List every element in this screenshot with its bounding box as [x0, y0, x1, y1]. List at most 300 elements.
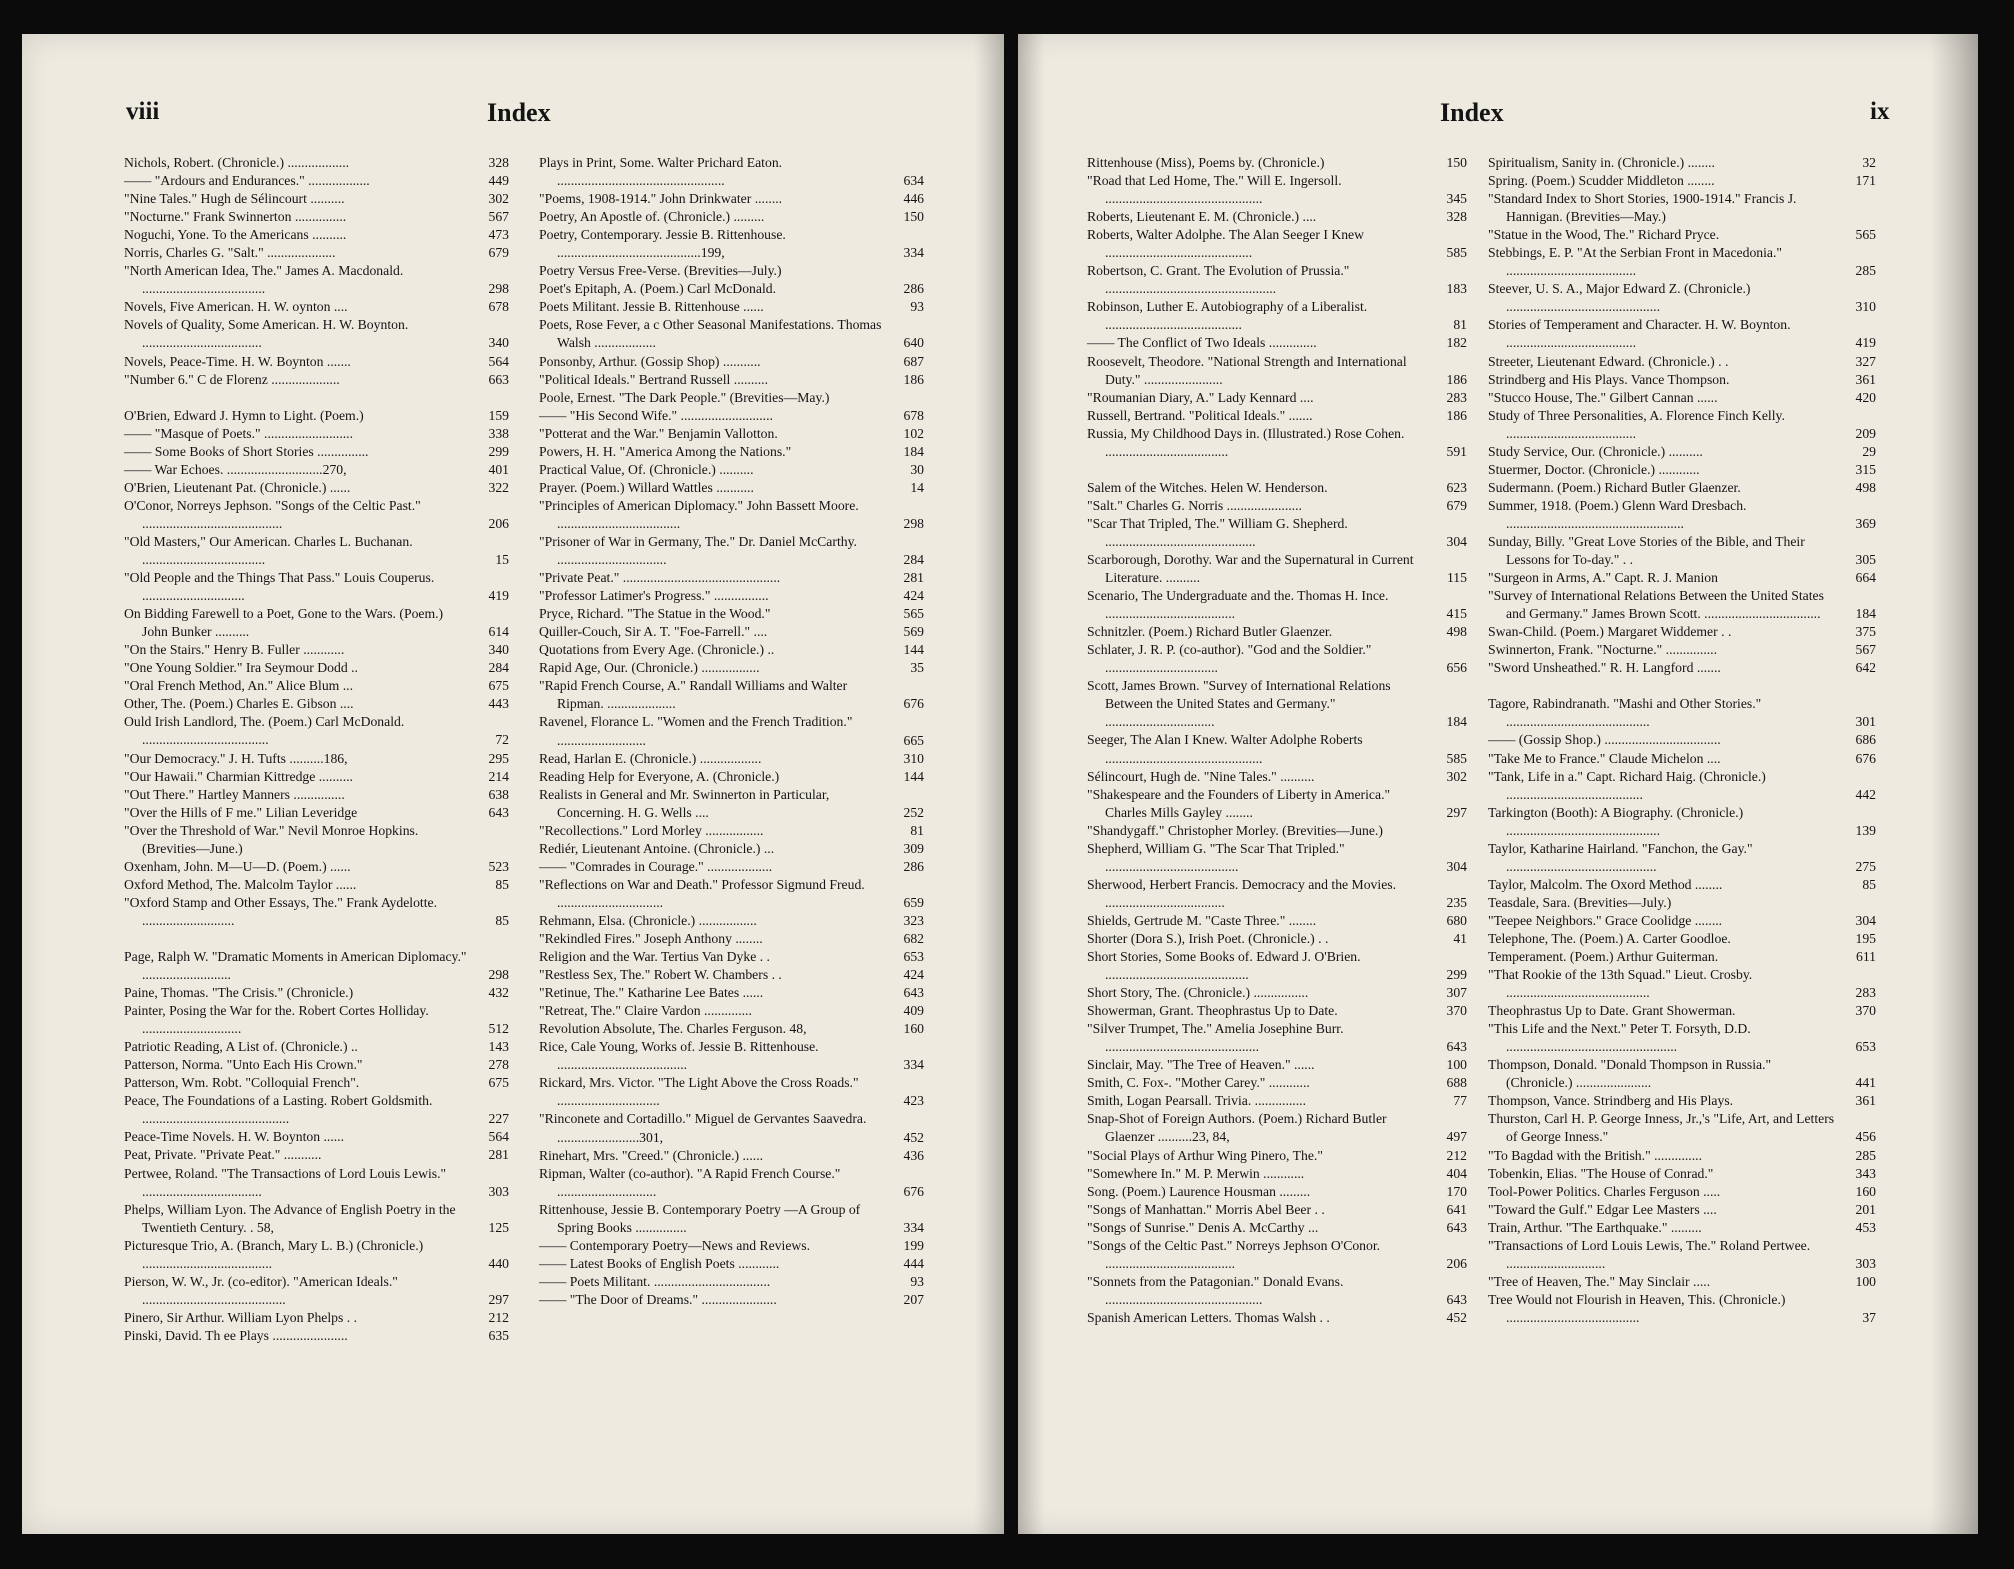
index-entry — [1087, 334, 1467, 352]
entry-text: Scenario, The Undergraduate and the. Thomas H. Ince. ...................................... — [1087, 588, 1389, 622]
index-entry — [539, 280, 924, 298]
index-entry — [124, 407, 509, 425]
entry-text: Ponsonby, Arthur. (Gossip Shop) ........... — [539, 353, 761, 369]
entry-text: "Salt." Charles G. Norris ...................... — [1087, 497, 1302, 513]
entry-text: Tree Would not Flourish in Heaven, This. (Chronicle.) ....................................... — [1488, 1291, 1786, 1325]
index-entry — [539, 479, 924, 497]
entry-page-ref: 369 — [1855, 515, 1876, 531]
index-entry — [539, 984, 924, 1002]
entry-text: "Our Democracy." J. H. Tufts ..........186, — [124, 750, 348, 766]
entry-page-ref: 184 — [1855, 606, 1876, 622]
index-entry — [1087, 298, 1467, 334]
entry-text: Peace, The Foundations of a Lasting. Robert Goldsmith. ........................................... — [124, 1093, 433, 1127]
index-entry — [124, 1056, 509, 1074]
left-page-number: viii — [126, 98, 160, 125]
index-entry — [124, 948, 509, 984]
entry-page-ref: 611 — [1855, 949, 1876, 965]
entry-text: Tool-Power Politics. Charles Ferguson ..... — [1488, 1183, 1721, 1199]
entry-text: "Potterat and the War." Benjamin Vallotton. — [539, 425, 778, 441]
index-entry — [539, 1110, 924, 1146]
gutter-shadow — [1018, 34, 1044, 1534]
index-entry — [539, 822, 924, 840]
entry-text: Novels, Five American. H. W. oynton .... — [124, 299, 348, 315]
index-entry — [1488, 1056, 1876, 1092]
index-entry — [539, 497, 924, 533]
index-entry — [124, 1201, 509, 1237]
entry-text: "Professor Latimer's Progress." ................ — [539, 588, 769, 604]
entry-page-ref: 302 — [1446, 768, 1467, 784]
index-entry — [539, 659, 924, 677]
index-entry — [539, 443, 924, 461]
entry-page-ref: 676 — [903, 696, 924, 712]
entry-text: Schnitzler. (Poem.) Richard Butler Glaenzer. — [1087, 624, 1333, 640]
entry-text: Quotations from Every Age. (Chronicle.) .. — [539, 642, 775, 658]
index-entry — [1488, 912, 1876, 930]
entry-text: Pryce, Richard. "The Statue in the Wood." — [539, 606, 771, 622]
entry-page-ref: 252 — [903, 804, 924, 820]
index-entry — [124, 461, 509, 479]
index-entry — [1087, 1309, 1467, 1327]
index-entry — [539, 1201, 924, 1237]
index-entry — [1488, 172, 1876, 190]
index-entry — [1488, 461, 1876, 479]
entry-page-ref: 656 — [1446, 660, 1467, 676]
index-entry — [539, 1074, 924, 1110]
index-entry — [539, 840, 924, 858]
entry-page-ref: 340 — [488, 642, 509, 658]
index-entry — [539, 298, 924, 316]
index-entry — [1087, 587, 1467, 623]
entry-text: Telephone, The. (Poem.) A. Carter Goodloe. — [1488, 930, 1731, 946]
entry-page-ref: 201 — [1855, 1201, 1876, 1217]
index-column — [1087, 154, 1467, 1327]
entry-text: —— "Masque of Poets." .......................... — [124, 425, 354, 441]
index-entry — [539, 1020, 924, 1038]
index-entry — [539, 461, 924, 479]
entry-text: Rehmann, Elsa. (Chronicle.) ................. — [539, 912, 757, 928]
entry-page-ref: 564 — [488, 1129, 509, 1145]
entry-text: "Shandygaff." Christopher Morley. (Brevities—June.) — [1087, 822, 1383, 838]
entry-page-ref: 338 — [488, 425, 509, 441]
index-entry — [124, 262, 509, 298]
entry-text: Pertwee, Roland. "The Transactions of Lord Louis Lewis." ................................... — [124, 1165, 447, 1199]
entry-page-ref: 77 — [1453, 1093, 1467, 1109]
right-page-number: ix — [1870, 98, 1890, 125]
left-page-title: Index — [487, 98, 551, 127]
entry-page-ref: 32 — [1862, 155, 1876, 170]
entry-text: Showerman, Grant. Theophrastus Up to Date. — [1087, 1003, 1338, 1019]
entry-text: "Number 6." C de Florenz .................... — [124, 371, 340, 387]
index-entry — [124, 713, 509, 749]
entry-page-ref: 686 — [1855, 732, 1876, 748]
index-entry — [1488, 659, 1876, 677]
entry-text: Stebbings, E. P. "At the Serbian Front in Macedonia." ...................................... — [1488, 245, 1783, 279]
entry-page-ref: 634 — [903, 173, 924, 189]
entry-text: "Rapid French Course, A." Randall Williams and Walter Ripman. .................... — [539, 678, 848, 712]
entry-page-ref: 235 — [1446, 894, 1467, 910]
index-entry — [539, 605, 924, 623]
entry-text: Tagore, Rabindranath. "Mashi and Other Stories." .......................................... — [1488, 696, 1762, 730]
entry-text: Oxford Method, The. Malcolm Taylor ...... — [124, 876, 357, 892]
entry-text: O'Brien, Lieutenant Pat. (Chronicle.) ...... — [124, 479, 351, 495]
entry-text: Seeger, The Alan I Knew. Walter Adolphe Roberts .............................................. — [1087, 732, 1363, 766]
entry-text: Short Stories, Some Books of. Edward J. O'Brien. .......................................... — [1087, 949, 1361, 983]
entry-text: Sudermann. (Poem.) Richard Butler Glaenzer. — [1488, 479, 1741, 495]
index-entry — [1488, 1273, 1876, 1291]
index-column — [124, 154, 509, 1345]
entry-page-ref: 449 — [488, 173, 509, 189]
index-entry — [1488, 1147, 1876, 1165]
index-entry — [539, 371, 924, 389]
entry-text: "Rinconete and Cortadillo." Miguel de Gervantes Saavedra. ........................301, — [539, 1111, 867, 1145]
entry-page-ref: 199 — [903, 1237, 924, 1253]
entry-text: "Road that Led Home, The." Will E. Ingersoll. .............................................. — [1087, 173, 1342, 207]
entry-page-ref: 160 — [903, 1021, 924, 1037]
index-entry — [1488, 1092, 1876, 1110]
entry-text: O'Conor, Norreys Jephson. "Songs of the Celtic Past." ......................................... — [124, 497, 421, 531]
entry-text: "To Bagdad with the British." .............. — [1488, 1147, 1702, 1163]
entry-text: "Surgeon in Arms, A." Capt. R. J. Manion — [1488, 570, 1718, 586]
entry-text: Nichols, Robert. (Chronicle.) .................. — [124, 155, 350, 170]
entry-page-ref: 585 — [1446, 750, 1467, 766]
entry-page-ref: 206 — [488, 515, 509, 531]
entry-text: Page, Ralph W. "Dramatic Moments in American Diplomacy." .......................... — [124, 948, 467, 983]
entry-text: Rickard, Mrs. Victor. "The Light Above the Cross Roads." .............................. — [539, 1075, 859, 1109]
entry-page-ref: 281 — [488, 1147, 509, 1163]
entry-text: —— War Echoes. ............................270, — [124, 461, 347, 477]
index-entry — [124, 876, 509, 894]
index-entry — [124, 154, 509, 172]
entry-page-ref: 315 — [1855, 461, 1876, 477]
entry-page-ref: 569 — [903, 624, 924, 640]
entry-text: Taylor, Katharine Hairland. "Fanchon, the Gay." ............................................ — [1488, 840, 1753, 874]
index-entry — [1087, 1002, 1467, 1020]
entry-text: Pinero, Sir Arthur. William Lyon Phelps . . — [124, 1309, 358, 1325]
index-entry — [1087, 1237, 1467, 1273]
index-entry — [1488, 695, 1876, 731]
index-entry — [1488, 244, 1876, 280]
index-entry — [1087, 479, 1467, 497]
index-entry — [124, 298, 509, 316]
entry-page-ref: 322 — [488, 479, 509, 495]
entry-text: Sunday, Billy. "Great Love Stories of the Bible, and Their Lessons for To-day." . . — [1488, 533, 1805, 568]
index-entry — [1488, 316, 1876, 352]
entry-page-ref: 171 — [1855, 173, 1876, 189]
entry-page-ref: 638 — [488, 786, 509, 802]
entry-page-ref: 15 — [495, 551, 509, 567]
entry-text: Pierson, W. W., Jr. (co-editor). "American Ideals." .......................................... — [124, 1273, 398, 1307]
entry-text: Smith, Logan Pearsall. Trivia. ............... — [1087, 1093, 1306, 1109]
letter-gap — [1087, 461, 1467, 479]
entry-page-ref: 565 — [903, 606, 924, 622]
index-entry — [1087, 840, 1467, 876]
entry-page-ref: 665 — [903, 732, 924, 748]
entry-text: Shorter (Dora S.), Irish Poet. (Chronicle.) . . — [1087, 930, 1329, 946]
index-entry — [1488, 371, 1876, 389]
entry-page-ref: 614 — [488, 624, 509, 640]
entry-text: Study Service, Our. (Chronicle.) .......... — [1488, 443, 1703, 459]
entry-text: Norris, Charles G. "Salt." .................... — [124, 245, 336, 261]
index-entry — [1087, 984, 1467, 1002]
entry-text: "Out There." Hartley Manners ............... — [124, 786, 345, 802]
index-entry — [539, 389, 924, 407]
entry-text: "Nocturne." Frank Swinnerton ............... — [124, 209, 347, 225]
entry-page-ref: 212 — [488, 1309, 509, 1325]
entry-text: "Scar That Tripled, The." William G. Shepherd. ............................................ — [1087, 515, 1348, 549]
letter-gap — [124, 389, 509, 407]
entry-page-ref: 664 — [1855, 570, 1876, 586]
entry-page-ref: 678 — [488, 299, 509, 315]
entry-page-ref: 285 — [1855, 1147, 1876, 1163]
index-entry — [1488, 840, 1876, 876]
index-entry — [539, 425, 924, 443]
entry-text: —— Contemporary Poetry—News and Reviews. — [539, 1237, 811, 1253]
entry-text: "Over the Hills of F me." Lilian Leveridge — [124, 804, 358, 820]
entry-text: Tobenkin, Elias. "The House of Conrad." — [1488, 1165, 1714, 1181]
entry-page-ref: 643 — [1446, 1039, 1467, 1055]
entry-text: "Retinue, The." Katharine Lee Bates ...... — [539, 985, 764, 1001]
index-entry — [124, 1165, 509, 1201]
entry-page-ref: 679 — [1446, 497, 1467, 513]
entry-page-ref: 30 — [910, 461, 924, 477]
entry-page-ref: 442 — [1855, 786, 1876, 802]
entry-page-ref: 420 — [1855, 389, 1876, 405]
entry-text: "Old People and the Things That Pass." Louis Couperus. .............................. — [124, 570, 435, 604]
entry-text: "Statue in the Wood, The." Richard Pryce. — [1488, 227, 1720, 243]
entry-page-ref: 186 — [903, 371, 924, 387]
index-entry — [1087, 226, 1467, 262]
entry-text: Stories of Temperament and Character. H. W. Boynton. ...................................... — [1488, 317, 1791, 351]
entry-text: "Songs of the Celtic Past." Norreys Jephson O'Conor. ...................................... — [1087, 1237, 1381, 1271]
entry-text: "Our Hawaii." Charmian Kittredge .......... — [124, 768, 353, 784]
index-entry — [539, 876, 924, 912]
entry-text: Read, Harlan E. (Chronicle.) .................. — [539, 750, 762, 766]
entry-text: Roosevelt, Theodore. "National Strength and International Duty." ....................... — [1087, 353, 1407, 387]
index-entry — [124, 190, 509, 208]
entry-page-ref: 150 — [1446, 155, 1467, 170]
entry-text: "Tank, Life in a." Capt. Richard Haig. (Chronicle.) ........................................ — [1488, 768, 1766, 802]
entry-page-ref: 275 — [1855, 858, 1876, 874]
index-entry — [124, 804, 509, 822]
entry-page-ref: 284 — [488, 660, 509, 676]
index-entry — [1488, 353, 1876, 371]
index-column — [1488, 154, 1876, 1327]
index-entry — [539, 1273, 924, 1291]
entry-text: "Tree of Heaven, The." May Sinclair ..... — [1488, 1273, 1711, 1289]
entry-text: "Old Masters," Our American. Charles L. Buchanan. .................................... — [124, 533, 413, 567]
entry-page-ref: 643 — [903, 985, 924, 1001]
index-entry — [1087, 407, 1467, 425]
entry-page-ref: 641 — [1446, 1201, 1467, 1217]
entry-text: —— Latest Books of English Poets ............ — [539, 1255, 780, 1271]
entry-text: Shepherd, William G. "The Scar That Tripled." ....................................... — [1087, 840, 1345, 874]
entry-text: Practical Value, Of. (Chronicle.) .......... — [539, 461, 754, 477]
entry-text: Novels, Peace-Time. H. W. Boynton ....... — [124, 353, 351, 369]
entry-text: Roberts, Walter Adolphe. The Alan Seeger I Knew ........................................... — [1087, 227, 1365, 261]
entry-text: Phelps, William Lyon. The Advance of English Poetry in the Twentieth Century. . 58, — [124, 1201, 456, 1235]
index-entry — [1488, 1201, 1876, 1219]
index-entry — [124, 641, 509, 659]
entry-text: Schlater, J. R. P. (co-author). "God and the Soldier." ................................. — [1087, 642, 1372, 676]
entry-page-ref: 160 — [1855, 1183, 1876, 1199]
index-entry — [1087, 1147, 1467, 1165]
entry-text: Swan-Child. (Poem.) Margaret Widdemer . . — [1488, 624, 1732, 640]
entry-page-ref: 635 — [488, 1327, 509, 1343]
index-entry — [1488, 190, 1876, 226]
index-entry — [1488, 1020, 1876, 1056]
entry-page-ref: 567 — [488, 209, 509, 225]
index-entry — [539, 533, 924, 569]
index-entry — [539, 569, 924, 587]
entry-page-ref: 327 — [1855, 353, 1876, 369]
index-entry — [124, 1002, 509, 1038]
entry-page-ref: 375 — [1855, 624, 1876, 640]
index-entry — [1488, 1291, 1876, 1327]
entry-text: Spanish American Letters. Thomas Walsh . . — [1087, 1309, 1330, 1325]
entry-text: "Sword Unsheathed." R. H. Langford ....... — [1488, 660, 1721, 676]
entry-text: Ripman, Walter (co-author). "A Rapid French Course." ............................. — [539, 1165, 841, 1199]
index-entry — [124, 479, 509, 497]
index-entry — [124, 371, 509, 389]
entry-text: Poets, Rose Fever, a c Other Seasonal Manifestations. Thomas Walsh .................. — [539, 317, 882, 351]
entry-page-ref: 297 — [488, 1291, 509, 1307]
entry-text: "Standard Index to Short Stories, 1900-1914." Francis J. Hannigan. (Brevities—May.) — [1488, 191, 1797, 225]
entry-page-ref: 643 — [1446, 1219, 1467, 1235]
index-entry — [1087, 515, 1467, 551]
entry-page-ref: 299 — [488, 443, 509, 459]
entry-text: "Stucco House, The." Gilbert Cannan ...... — [1488, 389, 1718, 405]
entry-page-ref: 640 — [903, 335, 924, 351]
entry-page-ref: 653 — [903, 949, 924, 965]
entry-page-ref: 678 — [903, 407, 924, 423]
entry-text: "Roumanian Diary, A." Lady Kennard .... — [1087, 389, 1314, 405]
index-entry — [124, 497, 509, 533]
right-page — [1018, 34, 1978, 1534]
index-entry — [124, 695, 509, 713]
entry-text: Spring. (Poem.) Scudder Middleton ........ — [1488, 173, 1715, 189]
entry-text: Other, The. (Poem.) Charles E. Gibson .... — [124, 696, 354, 712]
entry-text: Scott, James Brown. "Survey of International Relations Between the United States and Germany." ................................ — [1087, 678, 1391, 730]
index-entry — [1087, 154, 1467, 172]
entry-text: Reading Help for Everyone, A. (Chronicle.) — [539, 768, 780, 784]
index-entry — [1488, 876, 1876, 894]
index-entry — [1087, 731, 1467, 767]
entry-text: Roberts, Lieutenant E. M. (Chronicle.) .... — [1087, 209, 1317, 225]
index-entry — [124, 768, 509, 786]
entry-page-ref: 452 — [903, 1129, 924, 1145]
entry-page-ref: 184 — [903, 443, 924, 459]
entry-page-ref: 72 — [495, 732, 509, 748]
entry-text: Novels of Quality, Some American. H. W. Boynton. ................................... — [124, 317, 409, 351]
index-entry — [539, 1255, 924, 1273]
entry-text: "Reflections on War and Death." Professor Sigmund Freud. ............................... — [539, 876, 865, 910]
entry-page-ref: 35 — [910, 660, 924, 676]
entry-text: Powers, H. H. "America Among the Nations." — [539, 443, 792, 459]
index-entry — [1087, 1183, 1467, 1201]
entry-page-ref: 309 — [903, 840, 924, 856]
entry-text: On Bidding Farewell to a Poet, Gone to the Wars. (Poem.) John Bunker .......... — [124, 606, 444, 640]
entry-page-ref: 14 — [910, 479, 924, 495]
entry-page-ref: 440 — [488, 1255, 509, 1271]
left-page-header — [22, 98, 1004, 138]
entry-text: Poetry, Contemporary. Jessie B. Rittenhouse. ..........................................199, — [539, 227, 786, 261]
entry-text: Rinehart, Mrs. "Creed." (Chronicle.) ...... — [539, 1147, 764, 1163]
entry-page-ref: 310 — [903, 750, 924, 766]
index-entry — [1488, 587, 1876, 623]
index-entry — [1087, 768, 1467, 786]
index-entry — [1087, 425, 1467, 461]
entry-text: —— "The Door of Dreams." ...................... — [539, 1291, 777, 1307]
index-entry — [124, 984, 509, 1002]
index-entry — [539, 1002, 924, 1020]
index-entry — [1488, 731, 1876, 749]
entry-text: Study of Three Personalities, A. Florence Finch Kelly. ...................................... — [1488, 407, 1785, 441]
entry-page-ref: 473 — [488, 227, 509, 243]
entry-page-ref: 297 — [1446, 804, 1467, 820]
entry-text: Summer, 1918. (Poem.) Glenn Ward Dresbach. .................................................... — [1488, 497, 1747, 531]
entry-text: "Toward the Gulf." Edgar Lee Masters .... — [1488, 1201, 1717, 1217]
index-entry — [539, 948, 924, 966]
entry-page-ref: 310 — [1855, 299, 1876, 315]
entry-page-ref: 144 — [903, 768, 924, 784]
entry-text: Noguchi, Yone. To the Americans .......... — [124, 227, 347, 243]
index-entry — [124, 605, 509, 641]
entry-page-ref: 328 — [1446, 209, 1467, 225]
index-entry — [1087, 353, 1467, 389]
index-entry — [1488, 768, 1876, 804]
entry-text: "Shakespeare and the Founders of Liberty in America." Charles Mills Gayley ........ — [1087, 786, 1391, 820]
index-entry — [1488, 804, 1876, 840]
index-entry — [1488, 641, 1876, 659]
index-entry — [1087, 623, 1467, 641]
index-entry — [124, 569, 509, 605]
index-entry — [539, 190, 924, 208]
entry-text: Rittenhouse (Miss), Poems by. (Chronicle.) — [1087, 155, 1325, 170]
entry-page-ref: 334 — [903, 245, 924, 261]
index-entry — [1087, 172, 1467, 208]
index-entry — [124, 894, 509, 930]
entry-text: Thompson, Donald. "Donald Thompson in Russia." (Chronicle.) ...................... — [1488, 1057, 1772, 1091]
index-entry — [539, 226, 924, 262]
entry-text: —— Some Books of Short Stories ............... — [124, 443, 369, 459]
entry-page-ref: 623 — [1446, 479, 1467, 495]
index-entry — [1488, 930, 1876, 948]
entry-text: Revolution Absolute, The. Charles Ferguson. 48, — [539, 1021, 807, 1037]
entry-page-ref: 345 — [1446, 191, 1467, 207]
entry-page-ref: 100 — [1855, 1273, 1876, 1289]
entry-page-ref: 361 — [1855, 371, 1876, 387]
entry-page-ref: 281 — [903, 570, 924, 586]
entry-page-ref: 184 — [1446, 714, 1467, 730]
entry-page-ref: 328 — [488, 155, 509, 170]
entry-page-ref: 299 — [1446, 967, 1467, 983]
entry-page-ref: 302 — [488, 191, 509, 207]
entry-page-ref: 41 — [1453, 930, 1467, 946]
index-entry — [1087, 1219, 1467, 1237]
entry-page-ref: 93 — [910, 299, 924, 315]
index-entry — [1087, 677, 1467, 731]
entry-page-ref: 186 — [1446, 371, 1467, 387]
entry-page-ref: 680 — [1446, 912, 1467, 928]
index-entry — [1087, 1165, 1467, 1183]
entry-page-ref: 642 — [1855, 660, 1876, 676]
entry-text: Smith, C. Fox-. "Mother Carey." ............ — [1087, 1075, 1310, 1091]
index-entry — [124, 1092, 509, 1128]
index-entry — [1488, 623, 1876, 641]
entry-text: Robertson, C. Grant. The Evolution of Prussia." .................................................. — [1087, 263, 1350, 297]
entry-text: "Retreat, The." Claire Vardon .............. — [539, 1003, 752, 1019]
index-entry — [539, 858, 924, 876]
